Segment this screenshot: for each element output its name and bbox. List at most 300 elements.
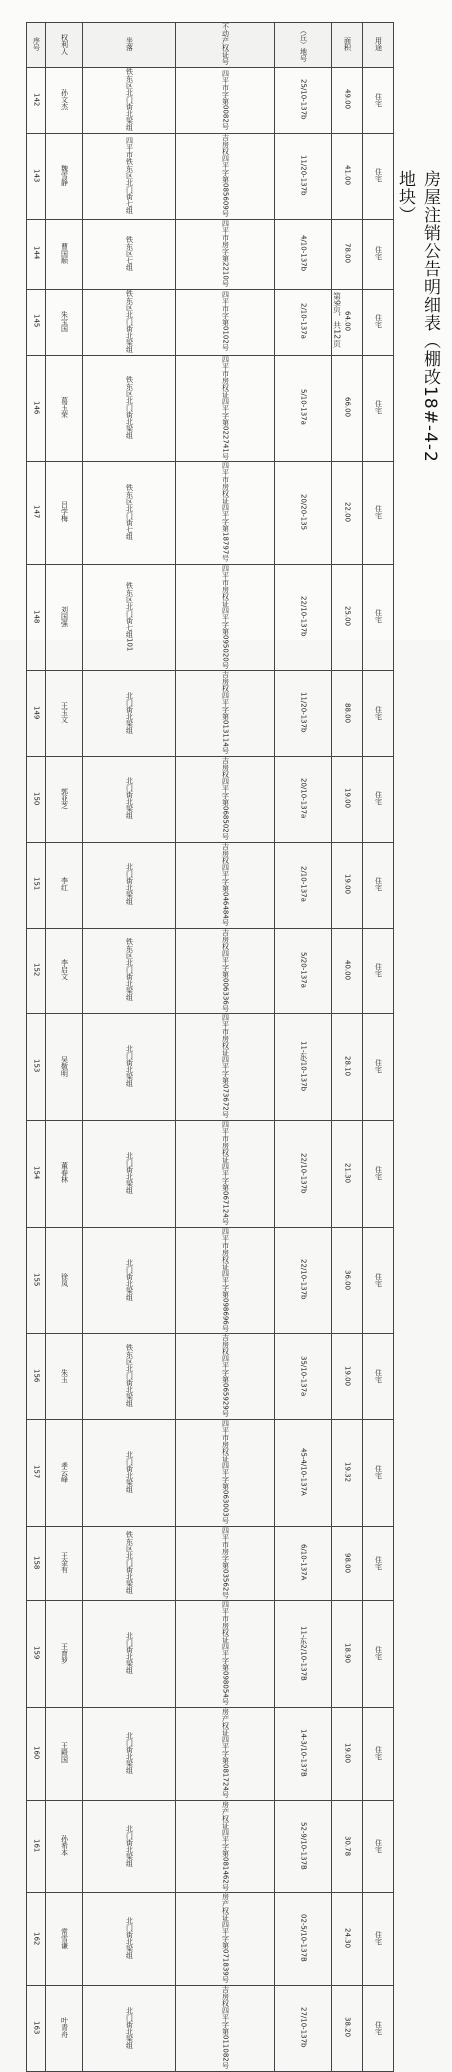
cell-text: 北门街北梁组	[125, 1632, 134, 1675]
col-use	[363, 1601, 394, 1708]
cell-text: 40.00	[343, 959, 352, 980]
cell-text: 吉房权四平字第006336号	[221, 928, 230, 1012]
col-use	[363, 1420, 394, 1527]
col-area	[332, 757, 363, 843]
col-use	[363, 842, 394, 928]
col-area	[332, 1014, 363, 1121]
col-cert	[176, 1227, 275, 1334]
col-location	[83, 564, 176, 671]
cell-text: 52-9/10-137B	[299, 1821, 308, 1870]
cell-text: 6/10-137A	[299, 1544, 308, 1581]
col-parcel	[275, 1526, 332, 1600]
col-area	[332, 1601, 363, 1708]
cell-text: 吕学梅	[60, 501, 69, 523]
col-owner	[46, 1420, 83, 1527]
cell-text: 143	[32, 168, 41, 183]
cell-text: 王玉文	[60, 702, 69, 724]
col-owner	[46, 564, 83, 671]
col-owner	[46, 219, 83, 289]
col-owner	[46, 134, 83, 220]
col-seq	[27, 1227, 46, 1334]
col-location	[83, 928, 176, 1014]
col-seq	[27, 757, 46, 843]
cell-text: 154	[32, 1166, 41, 1180]
col-location	[83, 68, 176, 134]
cell-text: 19.32	[343, 1462, 352, 1483]
col-area	[332, 68, 363, 134]
col-area	[332, 355, 363, 462]
col-use	[363, 564, 394, 671]
table-row	[27, 1227, 394, 1334]
col-owner	[46, 928, 83, 1014]
col-parcel	[275, 289, 332, 355]
cell-text: 住宅	[374, 92, 383, 107]
table-row	[27, 1986, 394, 2072]
col-cert	[176, 1014, 275, 1121]
col-seq	[27, 1601, 46, 1708]
cell-text: 住宅	[374, 791, 383, 806]
col-use	[363, 355, 394, 462]
col-parcel	[275, 1893, 332, 1986]
cell-text: 四平市字第0082号	[221, 69, 230, 130]
col-seq	[27, 842, 46, 928]
cell-text: 四平市房权证四平字第067124号	[221, 1120, 230, 1225]
col-cert	[176, 289, 275, 355]
col-use	[363, 219, 394, 289]
col-location	[83, 1120, 176, 1227]
cell-text: 25.00	[343, 606, 352, 627]
col-owner	[46, 68, 83, 134]
cell-text: 153	[32, 1059, 41, 1073]
cell-text: 157	[32, 1465, 41, 1479]
col-owner	[46, 355, 83, 462]
col-use	[363, 462, 394, 564]
cell-text: 王金有	[60, 1552, 69, 1574]
cell-text: 88.00	[343, 702, 352, 723]
cell-text: 四平市房权证四平字第073672号	[221, 1014, 230, 1118]
col-parcel	[275, 842, 332, 928]
col-location	[83, 1014, 176, 1121]
cell-text: 常雪谦	[60, 1927, 69, 1949]
table-row	[27, 671, 394, 757]
col-area	[332, 842, 363, 928]
cell-text: 四平市字第0102号	[221, 291, 230, 351]
header-label: 不动产权证号	[221, 23, 230, 65]
col-use	[363, 1986, 394, 2072]
col-seq	[27, 1986, 46, 2072]
col-parcel	[275, 928, 332, 1014]
table-row	[27, 1893, 394, 1986]
col-location	[83, 1893, 176, 1986]
col-parcel	[275, 1601, 332, 1708]
col-seq	[27, 68, 46, 134]
cell-text: 24.30	[343, 1928, 352, 1949]
table-row	[27, 1526, 394, 1600]
cell-text: 18.90	[343, 1643, 352, 1664]
cell-text: 住宅	[374, 1165, 383, 1180]
col-use	[363, 1893, 394, 1986]
cell-text: 158	[32, 1555, 41, 1570]
col-location	[83, 462, 176, 564]
col-seq	[27, 1420, 46, 1527]
table-row	[27, 1800, 394, 1893]
table-row	[27, 1601, 394, 1708]
cell-text: 住宅	[374, 2020, 383, 2035]
col-seq	[27, 289, 46, 355]
col-use	[363, 671, 394, 757]
col-owner	[46, 1120, 83, 1227]
col-use	[363, 1120, 394, 1227]
document-title: 房屋注销公告明细表（棚改18#-4-2地块）	[395, 170, 440, 463]
col-parcel	[275, 1334, 332, 1420]
cell-text: 150	[32, 791, 41, 806]
col-area	[332, 219, 363, 289]
col-area	[332, 1120, 363, 1227]
col-cert	[176, 1893, 275, 1986]
col-location	[83, 1420, 176, 1527]
cell-text: 146	[32, 400, 41, 415]
cell-text: 董春林	[60, 1162, 69, 1184]
col-location	[83, 671, 176, 757]
table-header-row	[27, 23, 394, 68]
cell-text: 64.00	[343, 311, 352, 332]
col-cert	[176, 1334, 275, 1420]
col-cert	[176, 842, 275, 928]
col-owner	[46, 1227, 83, 1334]
cell-text: 住宅	[374, 1931, 383, 1946]
col-cert	[176, 1800, 275, 1893]
cell-text: 住宅	[374, 1555, 383, 1570]
col-area	[332, 134, 363, 220]
table-row	[27, 757, 394, 843]
cell-text: 160	[32, 1746, 41, 1760]
col-parcel	[275, 1800, 332, 1893]
table-row	[27, 134, 394, 220]
cell-text: 住宅	[374, 1745, 383, 1760]
cell-text: 李红	[60, 877, 69, 892]
cell-text: 房产权证四平字第071839号	[221, 1893, 230, 1984]
cell-text: 北门街北梁组	[125, 1151, 134, 1194]
cell-text: 155	[32, 1272, 41, 1287]
col-parcel	[275, 134, 332, 220]
cell-text: 四平市房权证四平字第063003号	[221, 1420, 230, 1524]
header-label: 权利人	[60, 33, 69, 55]
col-owner	[46, 1800, 83, 1893]
col-seq	[27, 1893, 46, 1986]
col-cert	[176, 68, 275, 134]
cell-text: 四平市房权证四平字第022741号	[221, 355, 230, 460]
col-parcel	[275, 564, 332, 671]
table-row	[27, 1707, 394, 1800]
cell-text: 铁东区北门街北梁组	[125, 68, 134, 131]
cell-text: 19.00	[343, 1365, 352, 1386]
cell-text: 铁东区北门街七组	[125, 483, 134, 540]
col-use	[363, 1800, 394, 1893]
col-cert	[176, 462, 275, 564]
col-owner	[46, 462, 83, 564]
cell-text: 住宅	[374, 877, 383, 892]
cell-text: 住宅	[374, 1465, 383, 1480]
cell-text: 144	[32, 246, 41, 260]
cell-text: 北门街北梁组	[125, 777, 134, 820]
cell-text: 19.00	[343, 788, 352, 809]
col-seq	[27, 1526, 46, 1600]
col-cert	[176, 564, 275, 671]
col-location	[83, 355, 176, 462]
notice-table	[26, 22, 386, 2069]
col-location	[83, 219, 176, 289]
col-location	[83, 1800, 176, 1893]
cell-text: 35/10-137a	[299, 1355, 308, 1396]
cell-text: 2/10-137a	[299, 866, 308, 903]
cell-text: 30.78	[343, 1835, 352, 1856]
col-location	[83, 134, 176, 220]
col-owner	[46, 757, 83, 843]
table-row	[27, 842, 394, 928]
cell-text: 吴敬明	[60, 1055, 69, 1077]
header-col-cert	[176, 23, 275, 68]
col-location	[83, 757, 176, 843]
col-owner	[46, 1707, 83, 1800]
cell-text: 吉房权四平字第011082号	[221, 1986, 230, 2069]
col-owner	[46, 1014, 83, 1121]
cell-text: 四平市房权证四平字第095020号	[221, 564, 230, 669]
header-col-owner	[46, 23, 83, 68]
cell-text: 4/10-137b	[299, 235, 308, 272]
cell-text: 吉房权四平字第046484号	[221, 842, 230, 926]
col-seq	[27, 1014, 46, 1121]
cell-text: 朱玉	[60, 1368, 69, 1383]
col-use	[363, 757, 394, 843]
cell-text: 49.00	[343, 89, 352, 110]
col-cert	[176, 671, 275, 757]
header-col-area	[332, 23, 363, 68]
cell-text: 19.00	[343, 874, 352, 895]
cell-text: 四平市房权证四平字第18797号	[221, 462, 230, 562]
col-parcel	[275, 671, 332, 757]
cell-text: 住宅	[374, 400, 383, 415]
cell-text: 北门街北梁组	[125, 1917, 134, 1960]
cell-text: 161	[32, 1838, 41, 1853]
col-area	[332, 462, 363, 564]
cell-text: 孙希本	[60, 1835, 69, 1857]
col-use	[363, 1227, 394, 1334]
col-location	[83, 842, 176, 928]
col-use	[363, 1014, 394, 1121]
col-location	[83, 1227, 176, 1334]
col-cert	[176, 928, 275, 1014]
col-owner	[46, 1893, 83, 1986]
cell-text: 郭亚芝	[60, 787, 69, 809]
col-location	[83, 1601, 176, 1708]
col-area	[332, 1893, 363, 1986]
cell-text: 住宅	[374, 1646, 383, 1661]
cell-text: 66.00	[343, 397, 352, 418]
cell-text: 四平市房字第03562号	[221, 1526, 230, 1599]
col-location	[83, 289, 176, 355]
cell-text: 住宅	[374, 1368, 383, 1383]
col-seq	[27, 671, 46, 757]
table-row	[27, 1014, 394, 1121]
cell-text: 151	[32, 877, 41, 891]
cell-text: 房产权证四平字第081462号	[221, 1800, 230, 1891]
cell-text: 孙文杰	[60, 89, 69, 110]
cell-text: 北门街北梁组	[125, 691, 134, 734]
cell-text: 163	[32, 2020, 41, 2035]
cell-text: 北门街北梁组	[125, 1731, 134, 1774]
cell-text: 住宅	[374, 314, 383, 329]
header-label: 面积	[343, 37, 352, 51]
cell-text: 曹国顺	[60, 242, 69, 264]
cell-text: 叶青舟	[60, 2017, 69, 2038]
header-label: 用途	[374, 37, 383, 51]
col-seq	[27, 462, 46, 564]
cell-text: 朱宝国	[60, 310, 69, 332]
col-cert	[176, 1601, 275, 1708]
cell-text: 四平市房权证四平字第098054号	[221, 1601, 230, 1705]
notice-table-grid	[26, 22, 394, 2072]
cell-text: 住宅	[374, 962, 383, 977]
col-use	[363, 1526, 394, 1600]
cell-text: 王育罗	[60, 1642, 69, 1664]
col-area	[332, 289, 363, 355]
cell-text: 铁东区七组	[125, 235, 134, 271]
cell-text: 刘国强	[60, 605, 69, 627]
cell-text: 22/10-137b	[299, 1152, 308, 1194]
cell-text: 41.00	[343, 165, 352, 186]
col-parcel	[275, 1014, 332, 1121]
col-area	[332, 1707, 363, 1800]
cell-text: 156	[32, 1369, 41, 1383]
header-label: （丘）地号	[299, 26, 308, 62]
cell-text: 北门街北梁组	[125, 1451, 134, 1494]
col-use	[363, 68, 394, 134]
col-parcel	[275, 219, 332, 289]
cell-text: 王殿国	[60, 1742, 69, 1764]
cell-text: 19.00	[343, 1742, 352, 1763]
cell-text: 铁东区北门街北梁组	[125, 938, 134, 1002]
cell-text: 98.00	[343, 1552, 352, 1573]
cell-text: 魏雪静	[60, 164, 69, 186]
cell-text: 北门街北梁组	[125, 863, 134, 906]
col-seq	[27, 134, 46, 220]
cell-text: 145	[32, 314, 41, 328]
col-parcel	[275, 1120, 332, 1227]
col-cert	[176, 1707, 275, 1800]
col-cert	[176, 1526, 275, 1600]
col-owner	[46, 289, 83, 355]
cell-text: 21.30	[343, 1162, 352, 1183]
col-owner	[46, 1986, 83, 2072]
cell-text: 159	[32, 1646, 41, 1660]
col-owner	[46, 1601, 83, 1708]
cell-text: 25/10-137b	[299, 79, 308, 120]
col-parcel	[275, 68, 332, 134]
col-cert	[176, 355, 275, 462]
cell-text: 5/10-137a	[299, 389, 308, 426]
cell-text: 142	[32, 92, 41, 107]
col-area	[332, 1526, 363, 1600]
cell-text: 住宅	[374, 609, 383, 624]
col-cert	[176, 134, 275, 220]
table-row	[27, 289, 394, 355]
cell-text: 铁东区北门街北梁组	[125, 1531, 134, 1595]
cell-text: 李启文	[60, 959, 69, 981]
col-parcel	[275, 1707, 332, 1800]
cell-text: 住宅	[374, 168, 383, 183]
header-col-seq	[27, 23, 46, 68]
table-row	[27, 355, 394, 462]
cell-text: 住宅	[374, 705, 383, 720]
cell-text: 孝云峰	[60, 1461, 69, 1483]
cell-text: 20/20-135	[299, 493, 308, 530]
cell-text: 152	[32, 963, 41, 977]
col-parcel	[275, 355, 332, 462]
col-use	[363, 134, 394, 220]
col-seq	[27, 355, 46, 462]
col-seq	[27, 1707, 46, 1800]
col-location	[83, 1707, 176, 1800]
cell-text: 房产权证四平字第081724号	[221, 1707, 230, 1798]
table-row	[27, 219, 394, 289]
col-area	[332, 928, 363, 1014]
col-area	[332, 564, 363, 671]
col-seq	[27, 564, 46, 671]
cell-text: 铁东区北门街北梁组	[125, 289, 134, 353]
col-owner	[46, 1526, 83, 1600]
col-cert	[176, 757, 275, 843]
cell-text: 四平市房字第2210号	[221, 219, 230, 287]
cell-text: 11/20-137b	[299, 155, 308, 196]
header-col-parcel	[275, 23, 332, 68]
cell-text: 住宅	[374, 1838, 383, 1853]
cell-text: 45-4/10-137A	[299, 1448, 308, 1496]
cell-text: 5/20-137a	[299, 951, 308, 988]
col-parcel	[275, 1420, 332, 1527]
cell-text: 住宅	[374, 504, 383, 519]
header-col-location	[83, 23, 176, 68]
cell-text: 14-3/10-137B	[299, 1728, 308, 1777]
col-parcel	[275, 462, 332, 564]
col-owner	[46, 1334, 83, 1420]
col-parcel	[275, 757, 332, 843]
col-location	[83, 1986, 176, 2072]
col-seq	[27, 1334, 46, 1420]
cell-text: 148	[32, 609, 41, 624]
cell-text: 22/10-137b	[299, 1259, 308, 1300]
col-use	[363, 1707, 394, 1800]
col-area	[332, 1986, 363, 2072]
cell-text: 住宅	[374, 246, 383, 261]
col-owner	[46, 671, 83, 757]
cell-text: 22.00	[343, 501, 352, 522]
cell-text: 38.20	[343, 2017, 352, 2038]
cell-text: 吉房权四平字第065929号	[221, 1334, 230, 1418]
col-use	[363, 1334, 394, 1420]
cell-text: 22/10-137b	[299, 596, 308, 637]
table-row	[27, 928, 394, 1014]
cell-text: 北门街北梁组	[125, 1824, 134, 1867]
cell-text: 铁东区北门街北梁组	[125, 375, 134, 439]
cell-text: 吉房权四平字第068502号	[221, 757, 230, 840]
cell-text: 28.10	[343, 1056, 352, 1077]
header-label: 序号	[32, 37, 41, 51]
cell-text: 四平市铁东区北门街七组	[125, 136, 134, 214]
cell-text: 162	[32, 1931, 41, 1945]
col-area	[332, 1800, 363, 1893]
cell-text: 北门街北梁组	[125, 1045, 134, 1088]
table-row	[27, 1420, 394, 1527]
